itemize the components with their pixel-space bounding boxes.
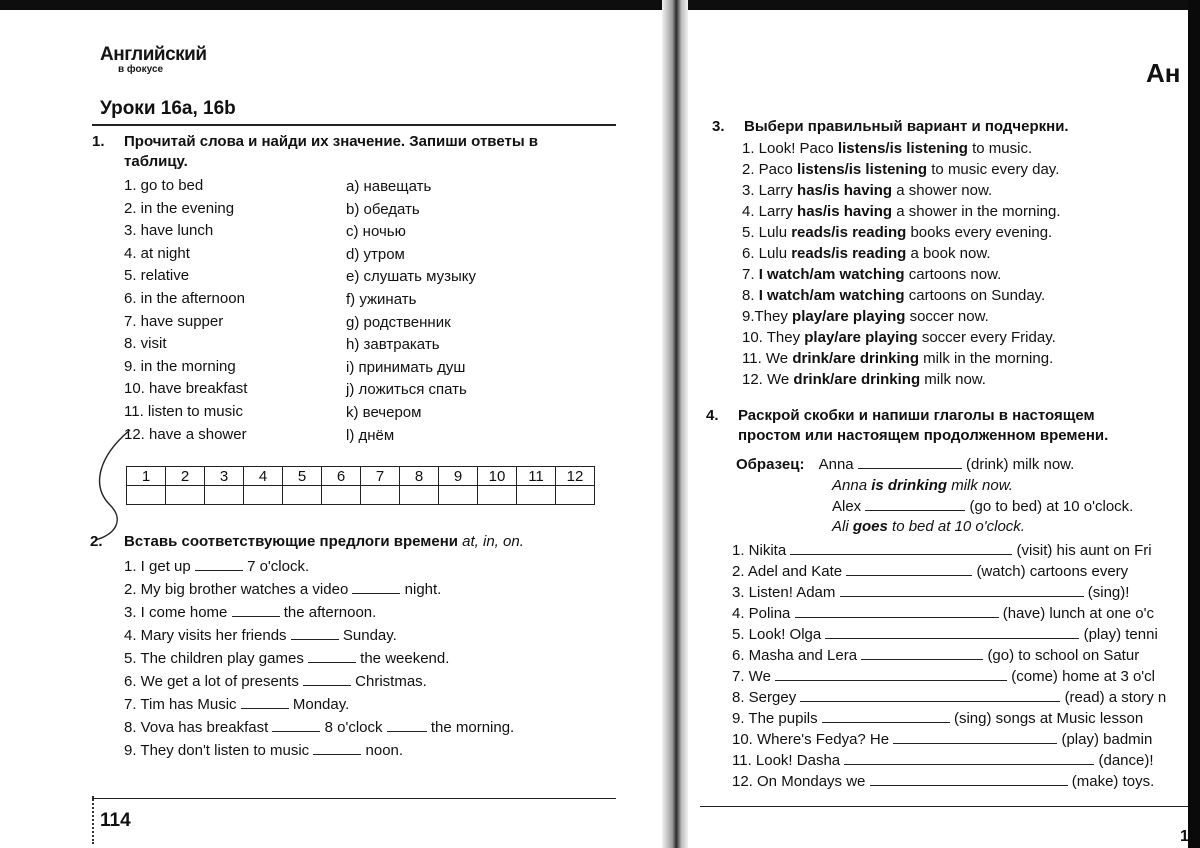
list-item: 11. We drink/are drinking milk in the morning. (742, 350, 1054, 367)
verb-choice[interactable]: listens/is listening (797, 161, 928, 178)
answer-cell[interactable] (517, 486, 556, 505)
footer-rule (92, 798, 616, 799)
answer-blank[interactable] (232, 602, 280, 617)
list-item: 7. I watch/am watching cartoons now. (742, 266, 1002, 283)
list-item: j) ложиться спать (346, 381, 467, 399)
answer-cell[interactable] (478, 486, 517, 505)
verb-choice[interactable]: drink/are drinking (793, 371, 921, 388)
task1-instruction-line1: Прочитай слова и найди их значение. Запиши ответы в (124, 133, 539, 150)
answer-blank[interactable] (272, 717, 320, 732)
list-item: 11. listen to music (124, 402, 243, 420)
verb-choice[interactable]: I watch/am watching (758, 266, 905, 283)
list-item: 5. Lulu reads/is reading books every evening. (742, 224, 1053, 241)
dotted-margin-line (92, 796, 94, 844)
list-item: 6. Lulu reads/is reading a book now. (742, 245, 991, 262)
list-item: 7. Tim has Music Monday. (124, 696, 350, 713)
list-item: 8. Sergey (read) a story n (732, 689, 1167, 706)
task2-number: 2. (90, 533, 103, 550)
task1-instruction (124, 132, 624, 172)
book-spine (662, 0, 688, 848)
page-number: 114 (100, 810, 131, 831)
list-item: d) утром (346, 245, 405, 263)
verb-choice[interactable]: drink/are drinking (792, 350, 920, 367)
answer-blank[interactable] (303, 671, 351, 686)
list-item: 1. I get up 7 o'clock. (124, 558, 310, 575)
list-item: 1. Nikita (visit) his aunt on Fri (732, 542, 1152, 559)
list-item: 9. The pupils (sing) songs at Music lesson (732, 710, 1144, 727)
list-item: 8. I watch/am watching cartoons on Sunday. (742, 287, 1046, 304)
task4-instruction-line2: простом или настоящем продолженном времени. (738, 427, 1109, 444)
verb-choice[interactable]: has/is having (797, 182, 893, 199)
task4-instruction (738, 406, 1108, 446)
verb-choice[interactable]: I watch/am watching (758, 287, 905, 304)
answer-blank[interactable] (241, 694, 289, 709)
verb-choice[interactable]: reads/is reading (791, 224, 907, 241)
answer-cell[interactable] (127, 486, 166, 505)
logo-title: Английский (100, 44, 207, 65)
sample-label: Образец: (736, 456, 805, 473)
verb-choice[interactable]: has/is having (797, 203, 893, 220)
answer-blank[interactable] (291, 625, 339, 640)
task3-instruction: Выбери правильный вариант и подчеркни. (744, 118, 1069, 135)
answer-blank[interactable] (313, 740, 361, 755)
task4-sample (736, 454, 1074, 475)
list-item: 8. visit (124, 335, 167, 353)
answer-blank[interactable] (846, 561, 972, 576)
task4-number: 4. (706, 407, 719, 424)
table-header-row (127, 467, 595, 486)
list-item: c) ночью (346, 223, 406, 241)
list-item: 6. in the afternoon (124, 289, 245, 307)
list-item: f) ужинать (346, 290, 417, 308)
sample2-line: Alex (go to bed) at 10 o'clock. (832, 498, 1134, 515)
list-item: 4. Mary visits her friends Sunday. (124, 627, 397, 644)
answer-blank[interactable] (870, 771, 1068, 786)
list-item: a) навещать (346, 178, 432, 195)
task4-instruction-line1: Раскрой скобки и напиши глаголы в настоящем (738, 407, 1095, 424)
task1-russian-list (346, 176, 476, 447)
list-item: 3. Listen! Adam (sing)! (732, 584, 1130, 601)
list-item: 4. at night (124, 244, 190, 262)
list-item: 2. My big brother watches a video night. (124, 581, 442, 598)
scan-right-border (1188, 0, 1200, 848)
answer-blank[interactable] (387, 717, 427, 732)
answer-cell[interactable] (244, 486, 283, 505)
table-header-cell: 5 (283, 467, 322, 486)
sample-blank (858, 454, 962, 469)
table-header-cell: 10 (478, 467, 517, 486)
table-answer-row (127, 486, 595, 505)
list-item: 10. Where's Fedya? He (play) badmin (732, 731, 1153, 748)
list-item: 4. Polina (have) lunch at one o'c (732, 605, 1155, 622)
answer-cell[interactable] (439, 486, 478, 505)
list-item: 10. They play/are playing soccer every Friday. (742, 329, 1056, 346)
answer-cell[interactable] (166, 486, 205, 505)
verb-choice[interactable]: reads/is reading (791, 245, 907, 262)
answer-blank[interactable] (840, 582, 1084, 597)
answer-blank[interactable] (308, 648, 356, 663)
list-item: 7. have supper (124, 312, 224, 330)
table-header-cell: 6 (322, 467, 361, 486)
list-item: 12. have a shower (124, 425, 247, 443)
task2-list (124, 555, 514, 762)
list-item: 8. Vova has breakfast 8 o'clock the morning. (124, 719, 515, 736)
list-item: 2. in the evening (124, 199, 235, 217)
list-item: b) обедать (346, 200, 420, 218)
answer-blank[interactable] (893, 729, 1057, 744)
task4-list (732, 540, 1166, 792)
answer-blank[interactable] (844, 750, 1094, 765)
logo-subtitle: в фокусе (118, 64, 164, 75)
list-item: 2. Paco listens/is listening to music every day. (742, 161, 1060, 178)
list-item: 12. On Mondays we (make) toys. (732, 773, 1155, 790)
list-item: 10. have breakfast (124, 380, 248, 398)
verb-choice[interactable]: play/are playing (792, 308, 906, 325)
answer-blank[interactable] (795, 603, 999, 618)
sample-blank (865, 496, 965, 511)
table-header-cell: 2 (166, 467, 205, 486)
verb-choice[interactable]: listens/is listening (837, 140, 968, 157)
verb-choice[interactable]: play/are playing (804, 329, 918, 346)
book-logo (100, 44, 207, 75)
lesson-title: Уроки 16a, 16b (100, 98, 236, 119)
title-rule (92, 124, 616, 126)
answer-blank[interactable] (800, 687, 1060, 702)
list-item: 2. Adel and Kate (watch) cartoons every (732, 563, 1129, 580)
task2-instruction (124, 532, 524, 552)
task1-instruction-line2: таблицу. (124, 153, 188, 170)
table-header-cell: 11 (517, 467, 556, 486)
table-header-cell: 3 (205, 467, 244, 486)
right-logo-fragment: Ан (1146, 58, 1181, 88)
sample2-answer: Ali goes to bed at 10 o'clock. (832, 518, 1025, 535)
answer-blank[interactable] (822, 708, 950, 723)
task1-number: 1. (92, 133, 105, 150)
right-page-number-fragment: 1 (1180, 828, 1189, 845)
answer-blank[interactable] (775, 666, 1007, 681)
list-item: 1. Look! Paco listens/is listening to music. (742, 140, 1033, 157)
list-item: e) слушать музыку (346, 268, 477, 286)
table-header-cell: 8 (400, 467, 439, 486)
answer-cell[interactable] (556, 486, 595, 505)
table-header-cell: 12 (556, 467, 595, 486)
task1-english-list (124, 175, 247, 446)
list-item: 3. have lunch (124, 222, 214, 240)
pen-stroke (95, 430, 130, 540)
scan-top-border (0, 0, 1200, 10)
answer-blank[interactable] (825, 624, 1079, 639)
list-item: 9. in the morning (124, 357, 236, 375)
answer-cell[interactable] (283, 486, 322, 505)
table-header-cell: 1 (127, 467, 166, 486)
task3-number: 3. (712, 118, 725, 135)
task2-instruction-options: at, in, on. (462, 533, 524, 550)
sample1-post: (drink) milk now. (966, 456, 1075, 473)
table-header-cell: 7 (361, 467, 400, 486)
task2-instruction-text: Вставь соответствующие предлоги времени (124, 533, 458, 550)
list-item: 6. Masha and Lera (go) to school on Satur (732, 647, 1140, 664)
table-header-cell: 4 (244, 467, 283, 486)
task1-answer-table (126, 466, 595, 505)
list-item: l) днём (346, 426, 395, 444)
answer-cell[interactable] (400, 486, 439, 505)
list-item: 5. relative (124, 267, 190, 285)
answer-blank[interactable] (861, 645, 983, 660)
list-item: 11. Look! Dasha (dance)! (732, 752, 1154, 769)
list-item: 6. We get a lot of presents Christmas. (124, 673, 427, 690)
list-item: 4. Larry has/is having a shower in the morning. (742, 203, 1061, 220)
list-item: g) родственник (346, 313, 451, 331)
answer-blank[interactable] (195, 556, 243, 571)
list-item: 12. We drink/are drinking milk now. (742, 371, 986, 388)
right-footer-rule (700, 806, 1188, 807)
answer-cell[interactable] (361, 486, 400, 505)
list-item: 7. We (come) home at 3 o'cl (732, 668, 1156, 685)
list-item: k) вечером (346, 403, 422, 421)
sample1-answer: Anna is drinking milk now. (832, 477, 1013, 494)
answer-cell[interactable] (322, 486, 361, 505)
list-item: 3. Larry has/is having a shower now. (742, 182, 993, 199)
answer-blank[interactable] (790, 540, 1012, 555)
sample1-name: Anna (818, 456, 854, 473)
answer-cell[interactable] (205, 486, 244, 505)
list-item: 9. They don't listen to music noon. (124, 742, 404, 759)
list-item: i) принимать душ (346, 358, 466, 376)
list-item: 5. Look! Olga (play) tenni (732, 626, 1158, 643)
list-item: h) завтракать (346, 336, 440, 354)
task4-sample-answers (832, 476, 1133, 537)
answer-blank[interactable] (352, 579, 400, 594)
list-item: 1. go to bed (124, 177, 204, 194)
table-header-cell: 9 (439, 467, 478, 486)
list-item: 3. I come home the afternoon. (124, 604, 377, 621)
list-item: 9.They play/are playing soccer now. (742, 308, 989, 325)
list-item: 5. The children play games the weekend. (124, 650, 450, 667)
task3-list (742, 138, 1061, 390)
